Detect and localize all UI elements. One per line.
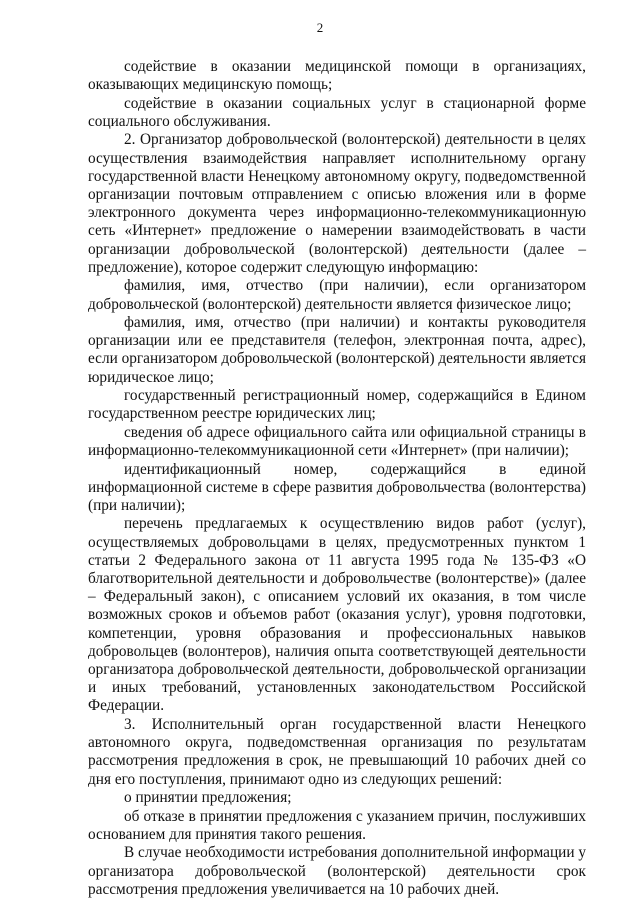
paragraph-website-info: сведения об адресе официального сайта или официальной страницы в информационно-телекоммуникационной сети «Интернет» (при наличии); xyxy=(88,423,586,460)
paragraph-list-of-works: перечень предлагаемых к осуществлению видов работ (услуг), осуществляемых добровольцами в целях, предусмотренных пунктом 1 статьи 2 Федерального закона от 11 августа 1995 года № 135-ФЗ «О благотворительной деятельности и добровольчестве (волонтерстве)» (далее – Федеральный закон), с описанием условий их оказания, в том числе возможных сроков и объемов работ (оказания услуг), уровня подготовки, компетенции, уровня образования и профессиональных навыков добровольцев (волонтеров), наличия опыта соответствующей деятельности организатора добровольческой деятельности, добровольческой организации и иных требований, установленных законодательством Российской Федерации. xyxy=(88,515,586,715)
paragraph-item-3-decision: 3. Исполнительный орган государственной власти Ненецкого автономного округа, подведомственная организация по результатам рассмотрения предложения в срок, не превышающий 10 рабочих дней со дня его поступления, принимают одно из следующих решений: xyxy=(88,715,586,788)
paragraph-refusal: об отказе в принятии предложения с указанием причин, послуживших основанием для принятия такого решения. xyxy=(88,807,586,843)
paragraph-registration-number: государственный регистрационный номер, содержащийся в Едином государственном реестре юридических лиц; xyxy=(88,387,586,423)
paragraph-identification-number: идентификационный номер, содержащийся в единой информационной системе в сфере развития добровольчества (волонтерства) (при наличии); xyxy=(88,460,586,514)
document-body xyxy=(88,58,586,899)
paragraph-acceptance: о принятии предложения; xyxy=(124,789,292,807)
paragraph-item-2-proposal: 2. Организатор добровольческой (волонтерской) деятельности в целях осуществления взаимодействия направляет исполнительному органу государственной власти Ненецкому автономному округу, подведомственной организации почтовым отправлением с описью вложения или в форме электронного документа через информационно-телекоммуникационную сеть «Интернет» предложение о намерении взаимодействовать в части организации добровольческой (волонтерской) деятельности (далее – предложение), которое содержит следующую информацию: xyxy=(88,131,586,276)
paragraph-social-services: содействие в оказании социальных услуг в стационарной форме социального обслуживания. xyxy=(88,94,586,130)
page-number: 2 xyxy=(316,20,324,35)
paragraph-extension: В случае необходимости истребования дополнительной информации у организатора добровольческой (волонтерской) деятельности срок рассмотрения предложения увеличивается на 10 рабочих дней. xyxy=(88,844,586,898)
paragraph-individual-name: фамилия, имя, отчество (при наличии), если организатором добровольческой (волонтерской) деятельности является физическое лицо; xyxy=(88,277,586,313)
paragraph-legal-entity-contacts: фамилия, имя, отчество (при наличии) и контакты руководителя организации или ее представителя (телефон, электронная почта, адрес), если организатором добровольческой (волонтерской) деятельности является юридическое лицо; xyxy=(88,314,586,386)
paragraph-medical-assistance: содействие в оказании медицинской помощи в организациях, оказывающих медицинскую помощь; xyxy=(88,58,586,94)
